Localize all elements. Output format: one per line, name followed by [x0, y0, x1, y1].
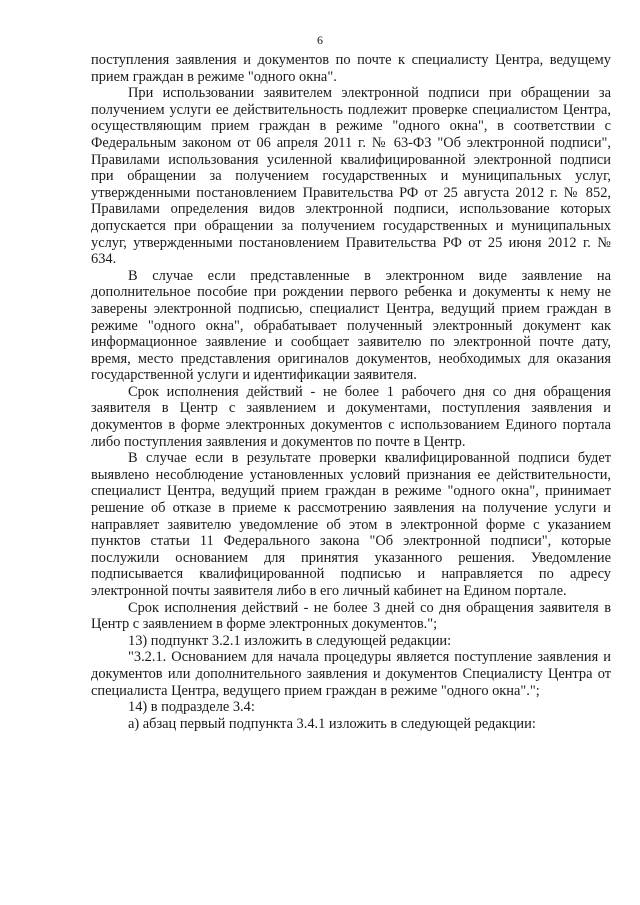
paragraph-deadline-3-days: Срок исполнения действий - не более 3 дней со дня обращения заявителя в Центр с заявлением в форме электронных документов."; [91, 599, 611, 633]
page-number: 6 [317, 33, 323, 47]
paragraph-item-14: 14) в подразделе 3.4: [128, 699, 255, 716]
paragraph-electronic-signature-check: При использовании заявителем электронной подписи при обращении за получением услуги ее действительность подлежит проверке специалистом Центра, осуществляющим прием граждан в режиме "одного окна", в соответствии с Федеральным законом от 06 апреля 2011 г. № 63-ФЗ "Об электронной подписи", Правилами использования усиленной квалифицированной электронной подписи при обращении за получением государственных и муниципальных услуг, утвержденными постановлением Правительства РФ от 25 августа 2012 г. № 852, Правилами определения видов электронной подписи, использование которых допускается при обращении за получением государственных и муниципальных услуг, утвержденными постановлением Правительства РФ от 25 июня 2012 г. № 634. [91, 85, 611, 268]
paragraph-subitem-3-2-1: "3.2.1. Основанием для начала процедуры является поступление заявления и документов или дополнительного заявления и документов Специалисту Центра от специалиста Центра, ведущего прием граждан в режиме "одного окна"."; [91, 649, 611, 699]
document-body [91, 52, 611, 732]
paragraph-item-13: 13) подпункт 3.2.1 изложить в следующей редакции: [128, 632, 452, 649]
paragraph-deadline-1-day: Срок исполнения действий - не более 1 рабочего дня со дня обращения заявителя в Центр с заявлением и документами, поступления заявления и документов в форме электронных документов с использованием Единого портала либо поступления заявления и документов по почте в Центр. [91, 383, 611, 450]
paragraph-unsigned-documents: В случае если представленные в электронном виде заявление на дополнительное пособие при рождении первого ребенка и документы к нему не заверены электронной подписью, специалист Центра, ведущий прием граждан в режиме "одного окна", обрабатывает полученный электронный документ как информационное заявление и сообщает заявителю по электронной почте дату, время, место представления оригиналов документов, необходимых для оказания государственной услуги и идентификации заявителя. [91, 267, 611, 384]
paragraph-continuation: поступления заявления и документов по почте к специалисту Центра, ведущему прием граждан в режиме "одного окна". [91, 52, 611, 85]
paragraph-item-a: а) абзац первый подпункта 3.4.1 изложить в следующей редакции: [128, 715, 536, 732]
paragraph-signature-invalid: В случае если в результате проверки квалифицированной подписи будет выявлено несоблюдение установленных условий признания ее действительности, специалист Центра, ведущий прием граждан в режиме "одного окна", принимает решение об отказе в приеме к рассмотрению заявления на получение услуги и направляет заявителю уведомление об этом в электронной форме с указанием пунктов статьи 11 Федерального закона "Об электронной подписи", которые послужили основанием для принятия указанного решения. Уведомление подписывается квалифицированной подписью и направляется по адресу электронной почты заявителя либо в его личный кабинет на Едином портале. [91, 450, 611, 599]
